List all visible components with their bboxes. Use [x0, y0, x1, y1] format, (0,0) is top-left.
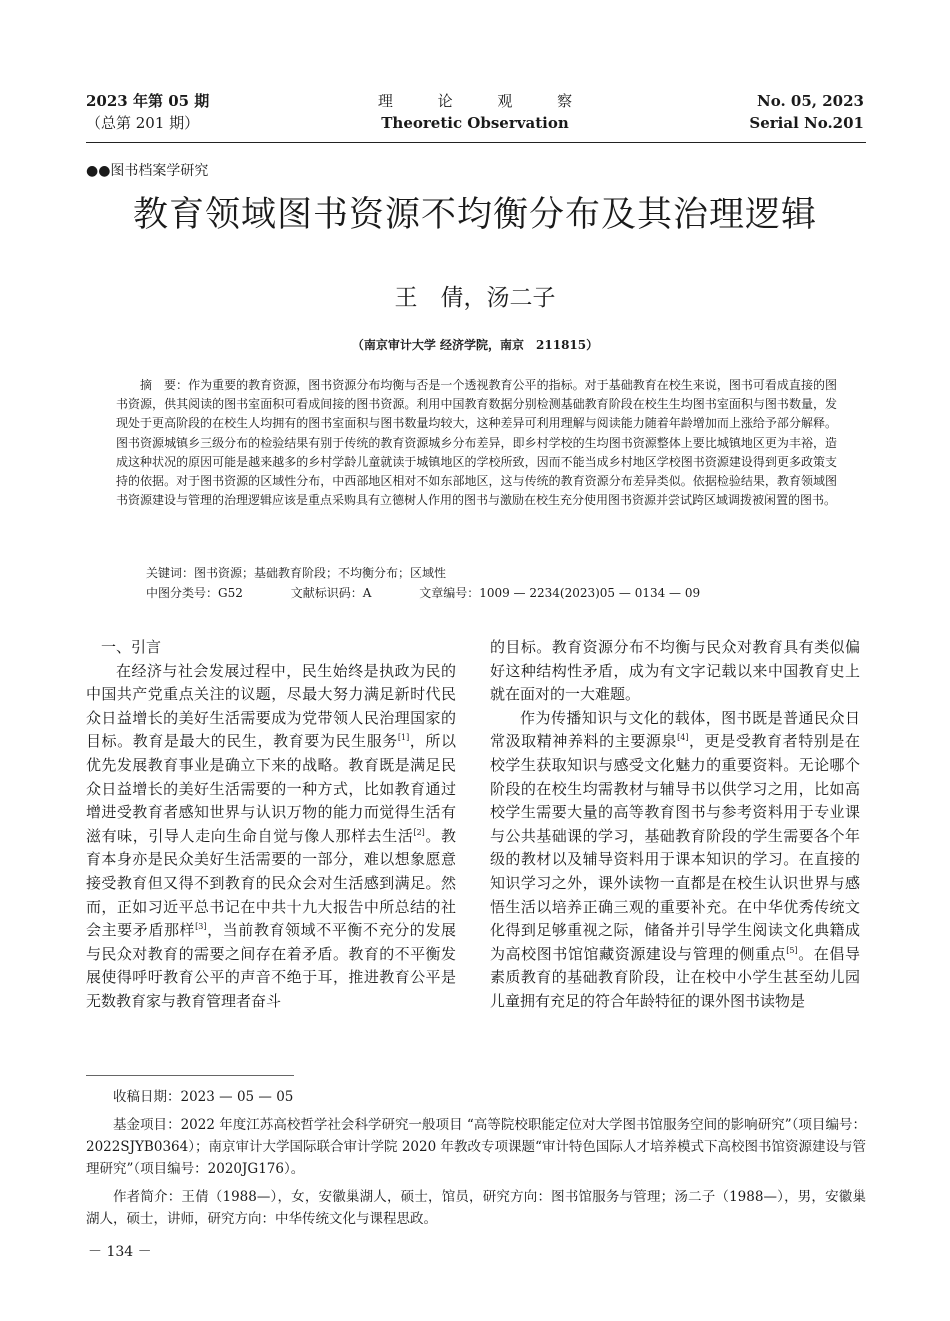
text-run: 。教育本身亦是民众美好生活需要的一部分，难以想象愿意接受教育但又得不到教育的民众会对生活感到满足。然而，正如习近平总书记在中共十九大报告中所总结的社会主要矛盾那样 — [86, 826, 456, 940]
classification-line — [146, 584, 744, 602]
citation-ref[interactable]: [3] — [195, 922, 207, 932]
text-run: 在经济与社会发展过程中，民生始终是执政为民的中国共产党重点关注的议题，尽最大努力满足新时代民众日益增长的美好生活需要成为党带领人民治理国家的目标。教育是最大的民生，教育要为民生服务 — [86, 661, 456, 751]
body-paragraph — [86, 660, 456, 1014]
footnotes — [86, 1086, 866, 1230]
body-paragraph — [490, 707, 860, 1014]
header-serial-line2: Serial No.201 — [749, 114, 864, 132]
header-journal-en: Theoretic Observation — [381, 114, 569, 132]
footnote-authors: 作者简介：王倩（1988—），女，安徽巢湖人，硕士，馆员，研究方向：图书馆服务与管理；汤二子（1988—），男，安徽巢湖人，硕士，讲师，研究方向：中华传统文化与课程思政。 — [86, 1189, 866, 1227]
footnote-rule — [86, 1075, 294, 1076]
article-number: 文章编号：1009 — 2234(2023)05 — 0134 — 09 — [419, 586, 701, 600]
text-run: 作为传播知识与文化的载体，图书既是普通民众日常汲取精神养料的主要源泉 — [490, 708, 860, 751]
abstract-text: 摘 要：作为重要的教育资源，图书资源分布均衡与否是一个透视教育公平的指标。对于基础教育在校生来说，图书可看成直接的图书资源，供其阅读的图书室面积可看成间接的图书资源。利用中国教育数据分别检测基础教育阶段在校生生均图书室面积与图书数量，发现处于更高阶段的在校生人均拥有的图书室面积与图书数量均较大，这种差异可利用理解与阅读能力随着年龄增加而上涨给予部分解释。图书资源城镇乡三级分布的检验结果有别于传统的教育资源城乡分布差异，即乡村学校的生均图书资源整体上要比城镇地区更为丰裕，造成这种状况的原因可能是越来越多的乡村学龄儿童就读于城镇地区的学校所致，因而不能当成乡村地区学校图书资源建设得到更多政策支持的依据。对于图书资源的区域性分布，中西部地区相对不如东部地区，这与传统的教育资源分布差异类似。依据检验结果，教育领域图书资源建设与管理的治理逻辑应该是重点采购具有立德树人作用的图书与激励在校生充分使用图书资源并尝试跨区域调拨被闲置的图书。 — [116, 378, 837, 508]
body-column-right — [490, 636, 860, 1014]
header-journal — [350, 90, 600, 134]
header-issue-line2: （总第 201 期） — [86, 114, 200, 132]
article-title: 教育领域图书资源不均衡分布及其治理逻辑 — [132, 195, 817, 235]
article-authors: 王 倩，汤二子 — [394, 285, 556, 311]
header-serial — [749, 90, 864, 134]
document-code: 文献标识码：A — [290, 586, 372, 600]
text-run: 。在倡导素质教育的基础教育阶段，让在校中小学生甚至幼儿园儿童拥有充足的符合年龄特征的课外图书读物是 — [490, 944, 860, 1010]
clc-number: 中图分类号：G52 — [146, 586, 243, 600]
body-column-left — [86, 636, 456, 1014]
footnote-fund: 基金项目：2022 年度江苏高校哲学社会科学研究一般项目 “高等院校职能定位对大学图书馆服务空间的影响研究”（项目编号：2022SJYB0364）；南京审计大学国际联合审计学院 2020 年教改专项课题“审计特色国际人才培养模式下高校图书馆资源建设与管理研究”（项目编号：2020JG176）。 — [86, 1117, 866, 1177]
text-run: ，更是受教育者特别是在校学生获取知识与感受文化魅力的重要资料。无论哪个阶段的在校生均需教材与辅导书以供学习之用，比如高校学生需要大量的高等教育图书与参考资料用于专业课与公共基础课的学习，基础教育阶段的学生需要各个年级的教材以及辅导资料用于课本知识的学习。在直接的知识学习之外，课外读物一直都是在校生认识世界与感悟生活以培养正确三观的重要补充。在中华优秀传统文化得到足够重视之际，储备并引导学生阅读文化典籍成为高校图书馆馆藏资源建设与管理的侧重点 — [490, 732, 860, 963]
column-tag: ●●图书档案学研究 — [86, 163, 209, 179]
page-number: － 134 － — [88, 1244, 152, 1260]
header-rule — [86, 142, 866, 143]
abstract — [116, 376, 837, 510]
citation-ref[interactable]: [4] — [677, 733, 689, 743]
body-paragraph-continued: 的目标。教育资源分布不均衡与民众对教育具有类似偏好这种结构性矛盾，成为有文字记载以来中国教育史上就在面对的一大难题。 — [490, 638, 860, 704]
text-run: ，所以优先发展教育事业是确立下来的战略。教育既是满足民众日益增长的美好生活需要的一种方式，比如教育通过增进受教育者感知世界与认识万物的能力而觉得生活有滋有味，引导人走向生命自觉与像人那样去生活 — [86, 732, 456, 845]
section-heading-intro: 一、引言 — [101, 638, 162, 656]
header-journal-cn: 理 论 观 察 — [377, 92, 593, 110]
keywords: 关键词：图书资源；基础教育阶段；不均衡分布；区域性 — [146, 566, 447, 580]
header-issue-line1: 2023 年第 05 期 — [86, 92, 210, 110]
citation-ref[interactable]: [1] — [397, 733, 410, 743]
citation-ref[interactable]: [5] — [786, 945, 798, 955]
citation-ref[interactable]: [2] — [413, 827, 425, 837]
header-issue — [86, 90, 209, 134]
author-affiliation: （南京审计大学 经济学院，南京 211815） — [351, 338, 599, 352]
footnote-received: 收稿日期：2023 — 05 — 05 — [113, 1089, 294, 1105]
header-serial-line1: No. 05, 2023 — [757, 92, 864, 110]
text-run: ，当前教育领域不平衡不充分的发展与民众对教育的需要之间存在着矛盾。教育的不平衡发展使得呼吁教育公平的声音不绝于耳，推进教育公平是无数教育家与教育管理者奋斗 — [86, 921, 456, 1010]
